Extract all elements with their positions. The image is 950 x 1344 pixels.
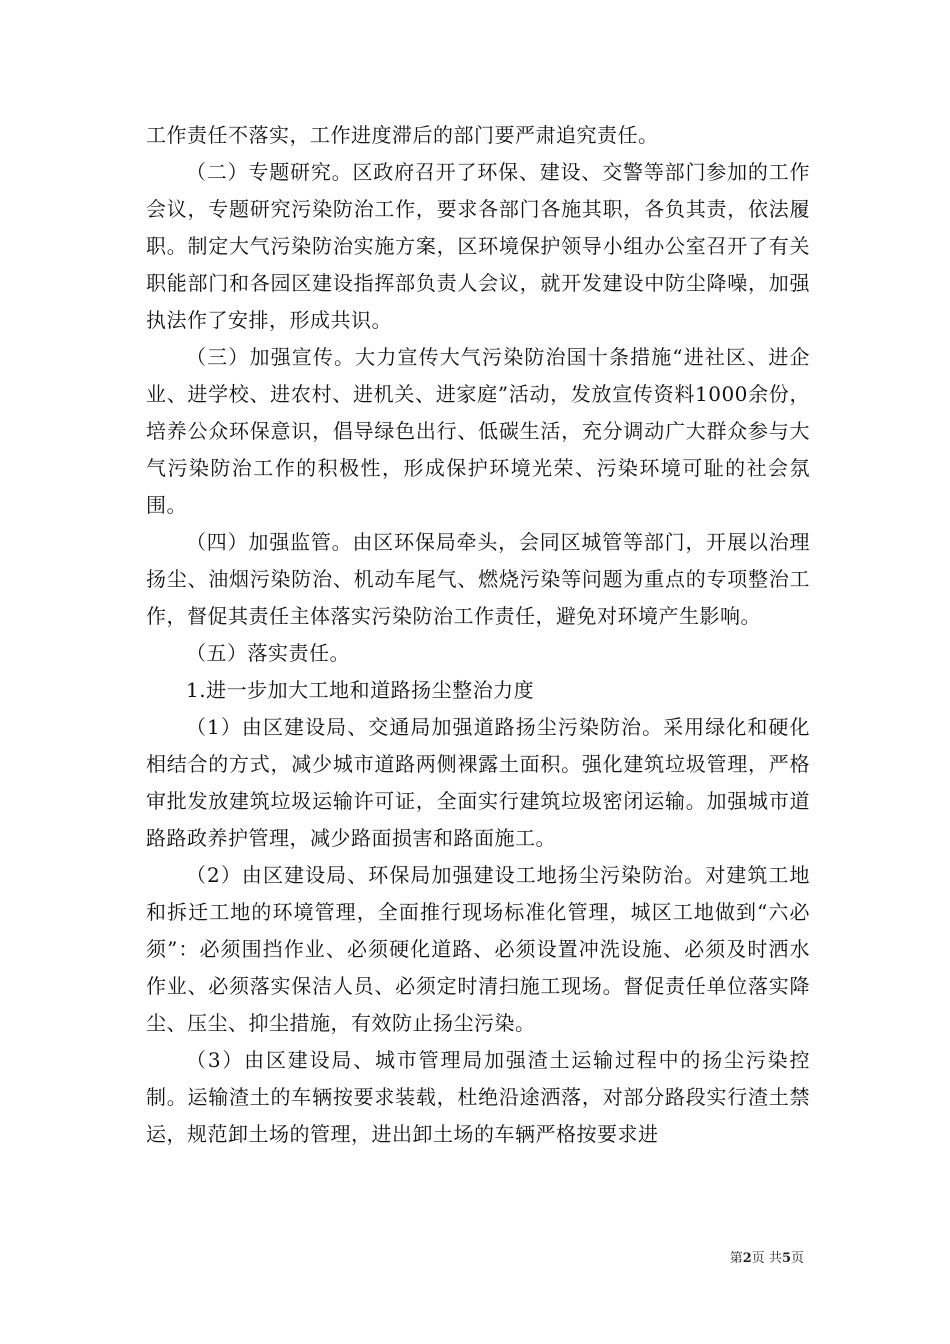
current-page-number: 2 xyxy=(742,1251,752,1266)
paragraph: （五）落实责任。 xyxy=(186,641,350,665)
paragraph: （二）专题研究。区政府召开了环保、建设、交警等部门参加的工作会议，专题研究污染防治工作，要求各部门各施其职，各负其责，依法履职。制定大气污染防治实施方案，区环境保护领导小组办公室召开了有关职能部门和各园区建设指挥部负责人会议，就开发建设中防尘降噪，加强执法作了安排，形成共识。 xyxy=(146,160,810,332)
paragraph: （四）加强监管。由区环保局牵头，会同区城管等部门，开展以治理扬尘、油烟污染防治、机动车尾气、燃烧污染等问题为重点的专项整治工作，督促其责任主体落实污染防治工作责任，避免对环境产生影响。 xyxy=(146,530,810,628)
page-footer xyxy=(730,1247,804,1266)
footer-prefix: 第 xyxy=(729,1251,743,1266)
paragraph: 1.进一步加大工地和道路扬尘整治力度 xyxy=(186,678,535,702)
total-page-number: 5 xyxy=(781,1251,791,1266)
footer-middle: 页 共 xyxy=(751,1251,782,1266)
footer-suffix: 页 xyxy=(790,1251,804,1266)
paragraph: （3）由区建设局、城市管理局加强渣土运输过程中的扬尘污染控制。运输渣土的车辆按要求装载，杜绝沿途洒落，对部分路段实行渣土禁运，规范卸土场的管理，进出卸土场的车辆严格按要求进 xyxy=(146,1048,810,1146)
document-body xyxy=(146,117,810,1153)
paragraph: 工作责任不落实，工作进度滞后的部门要严肃追究责任。 xyxy=(146,123,659,147)
paragraph: （1）由区建设局、交通局加强道路扬尘污染防治。采用绿化和硬化相结合的方式，减少城市道路两侧裸露土面积。强化建筑垃圾管理，严格审批发放建筑垃圾运输许可证，全面实行建筑垃圾密闭运输。加强城市道路路政养护管理，减少路面损害和路面施工。 xyxy=(146,715,810,850)
paragraph: （2）由区建设局、环保局加强建设工地扬尘污染防治。对建筑工地和拆迁工地的环境管理，全面推行现场标准化管理，城区工地做到“六必须”：必须围挡作业、必须硬化道路、必须设置冲洗设施、必须及时洒水作业、必须落实保洁人员、必须定时清扫施工现场。督促责任单位落实降尘、压尘、抑尘措施，有效防止扬尘污染。 xyxy=(146,863,810,1035)
paragraph: （三）加强宣传。大力宣传大气污染防治国十条措施“进社区、进企业、进学校、进农村、进机关、进家庭”活动，发放宣传资料1000余份，培养公众环保意识，倡导绿色出行、低碳生活，充分调动广大群众参与大气污染防治工作的积极性，形成保护环境光荣、污染环境可耻的社会氛围。 xyxy=(146,345,810,517)
